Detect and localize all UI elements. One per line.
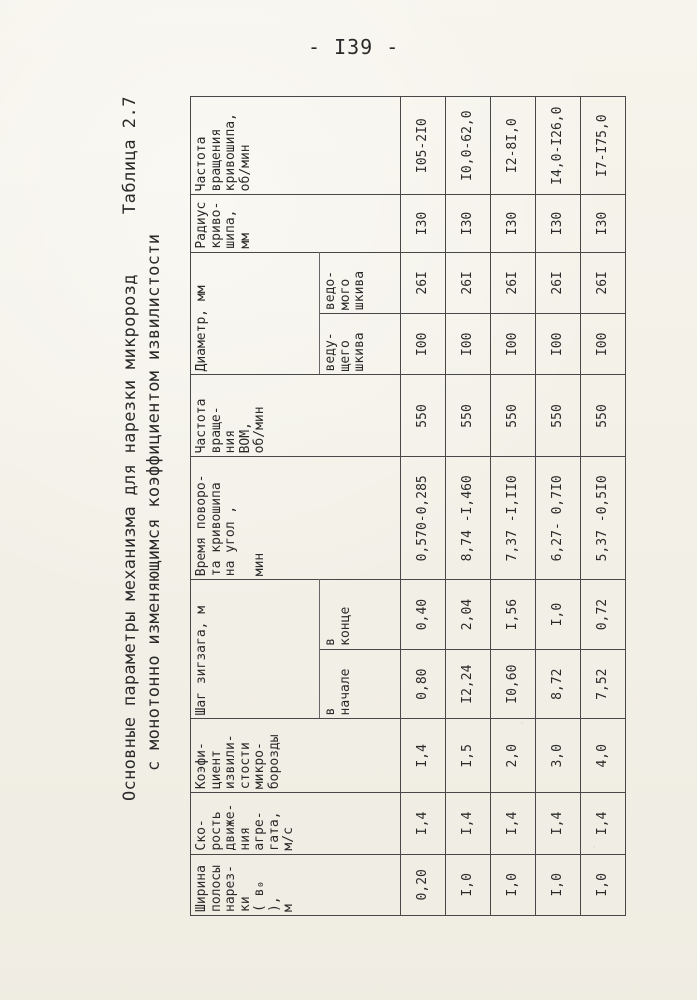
table-cell: I30 bbox=[401, 195, 446, 252]
table-cell: I00 bbox=[536, 314, 581, 375]
table-cell: I,4 bbox=[446, 793, 491, 854]
table-cell: 550 bbox=[536, 375, 581, 457]
table-cell: 3,0 bbox=[536, 719, 581, 793]
page-number: - I39 - bbox=[308, 35, 400, 59]
table-cell: 26I bbox=[491, 252, 536, 313]
header-coefficient: Коэфи- циент извили- стости микро- борозды bbox=[191, 719, 401, 793]
table-container bbox=[190, 96, 610, 916]
header-speed: Ско- рость движе- ния агре- гата, м/с bbox=[191, 793, 401, 854]
table-cell: 7,52 bbox=[581, 649, 626, 719]
table-cell: 0,20 bbox=[401, 854, 446, 915]
table-row bbox=[536, 97, 581, 916]
table-cell: 26I bbox=[581, 252, 626, 313]
header-pto-frequency: Частота враще- ния ВОМ, об/мин bbox=[191, 375, 401, 457]
header-time: Время поворо- та кривошипа на угол , мин bbox=[191, 457, 401, 580]
table-title-line-1: Основные параметры механизма для нарезки микророзд bbox=[120, 274, 140, 801]
table-cell: 0,72 bbox=[581, 580, 626, 650]
header-width: Ширина полосы нарез- ки ( в₀ ), м bbox=[191, 854, 401, 915]
table-cell: I4,0-I26,0 bbox=[536, 97, 581, 195]
table-cell: 550 bbox=[581, 375, 626, 457]
header-radius: Радиус криво- шипа, мм bbox=[191, 195, 401, 252]
header-driven-pulley: ведо- мого шкива bbox=[320, 252, 401, 313]
table-cell: 26I bbox=[446, 252, 491, 313]
header-zigzag-end: в конце bbox=[320, 580, 401, 650]
table-cell: 7,37 -I,II0 bbox=[491, 457, 536, 580]
table-row bbox=[491, 97, 536, 916]
table-cell: I,0 bbox=[536, 580, 581, 650]
table-cell: I,0 bbox=[491, 854, 536, 915]
table-cell: I30 bbox=[446, 195, 491, 252]
table-cell: I,4 bbox=[491, 793, 536, 854]
table-cell: I,0 bbox=[536, 854, 581, 915]
table-cell: I0,0-62,0 bbox=[446, 97, 491, 195]
table-cell: I30 bbox=[536, 195, 581, 252]
table-cell: 4,0 bbox=[581, 719, 626, 793]
table-cell: 6,27- 0,7I0 bbox=[536, 457, 581, 580]
table-cell: I00 bbox=[446, 314, 491, 375]
table-row bbox=[446, 97, 491, 916]
table-cell: I05-2I0 bbox=[401, 97, 446, 195]
table-cell: I,4 bbox=[401, 793, 446, 854]
table-cell: I,4 bbox=[581, 793, 626, 854]
table-cell: 26I bbox=[401, 252, 446, 313]
table-cell: I00 bbox=[581, 314, 626, 375]
table-cell: I,4 bbox=[401, 719, 446, 793]
header-diameter: Диаметр, мм bbox=[191, 252, 320, 375]
table-cell: 550 bbox=[446, 375, 491, 457]
table-cell: I30 bbox=[491, 195, 536, 252]
table-cell: 2,04 bbox=[446, 580, 491, 650]
title-block bbox=[120, 96, 200, 916]
table-row bbox=[581, 97, 626, 916]
table-cell: 0,40 bbox=[401, 580, 446, 650]
table-cell: 550 bbox=[491, 375, 536, 457]
table-body bbox=[401, 97, 626, 916]
table-cell: 0,80 bbox=[401, 649, 446, 719]
table-cell: 0,570-0,285 bbox=[401, 457, 446, 580]
table-header-row bbox=[191, 97, 320, 916]
header-zigzag-step: Шаг зигзага, м bbox=[191, 580, 320, 719]
table-cell: I,0 bbox=[581, 854, 626, 915]
table-cell: I,56 bbox=[491, 580, 536, 650]
parameters-table bbox=[190, 96, 626, 916]
table-cell: I00 bbox=[401, 314, 446, 375]
table-cell: 8,74 -I,460 bbox=[446, 457, 491, 580]
table-cell: 5,37 -0,5I0 bbox=[581, 457, 626, 580]
table-cell: 8,72 bbox=[536, 649, 581, 719]
header-crank-frequency: Частота вращения кривошипа, об/мин bbox=[191, 97, 401, 195]
table-cell: I7-I75,0 bbox=[581, 97, 626, 195]
table-row bbox=[401, 97, 446, 916]
table-cell: I,0 bbox=[446, 854, 491, 915]
table-cell: 26I bbox=[536, 252, 581, 313]
header-driving-pulley: веду- щего шкива bbox=[320, 314, 401, 375]
table-cell: I,5 bbox=[446, 719, 491, 793]
table-cell: 550 bbox=[401, 375, 446, 457]
table-cell: I30 bbox=[581, 195, 626, 252]
table-cell: I00 bbox=[491, 314, 536, 375]
table-label: Таблица 2.7 bbox=[120, 96, 140, 215]
table-cell: 2,0 bbox=[491, 719, 536, 793]
rotated-content bbox=[120, 96, 610, 916]
table-cell: I,4 bbox=[536, 793, 581, 854]
header-zigzag-start: в начале bbox=[320, 649, 401, 719]
table-title-line-2: с монотонно изменяющимся коэффициентом извилистости bbox=[144, 233, 164, 771]
table-cell: I2,24 bbox=[446, 649, 491, 719]
table-cell: I0,60 bbox=[491, 649, 536, 719]
table-cell: I2-8I,0 bbox=[491, 97, 536, 195]
